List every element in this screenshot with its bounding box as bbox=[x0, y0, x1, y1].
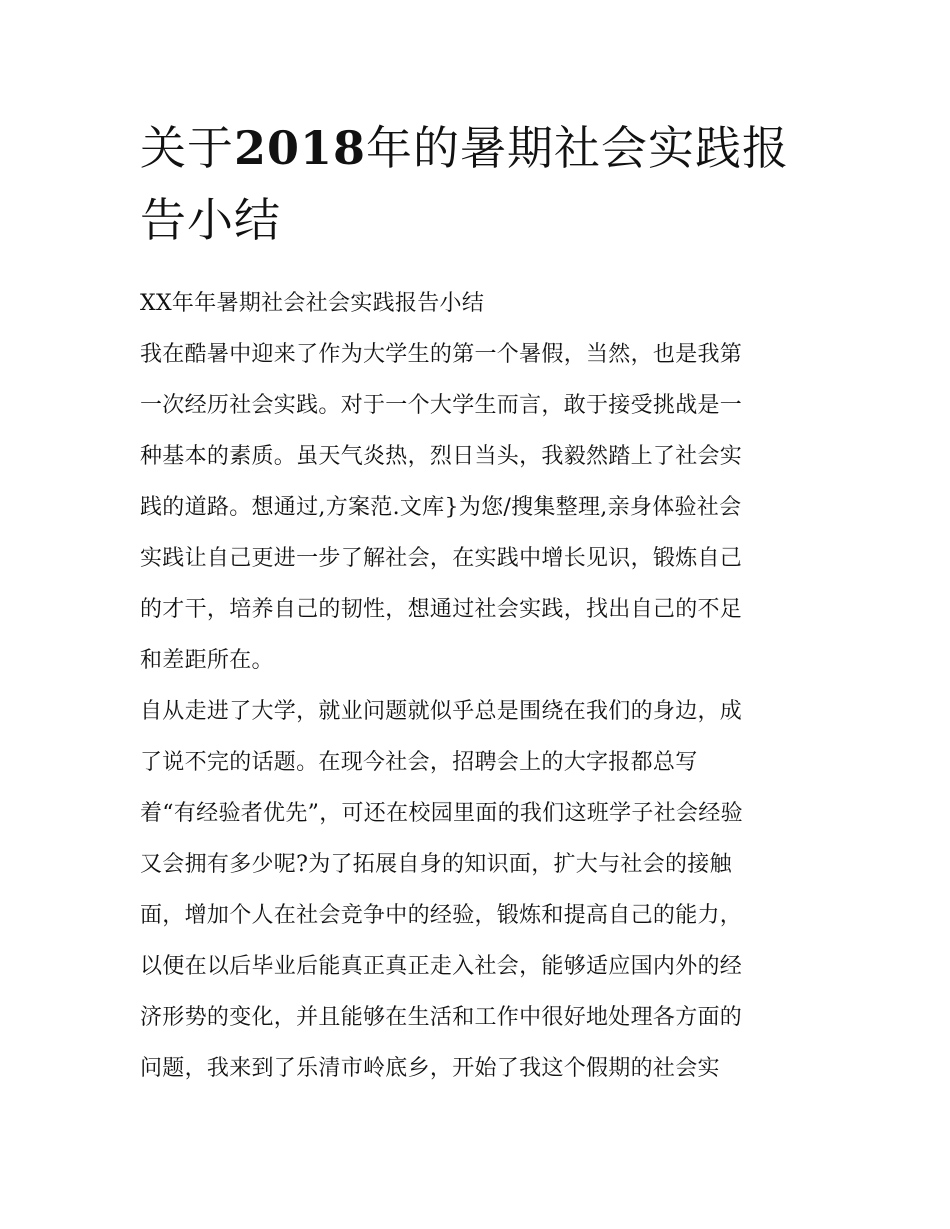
body-line: 种基本的素质。虽天气炎热，烈日当头，我毅然踏上了社会实 bbox=[140, 444, 743, 469]
title-part-3: 告小结 bbox=[140, 193, 281, 247]
body-line: 我在酷暑中迎来了作为大学生的第一个暑假，当然，也是我第 bbox=[140, 342, 743, 367]
body-line: 实践让自己更进一步了解社会，在实践中增长见识，锻炼自己 bbox=[140, 546, 743, 571]
body-line: 了说不完的话题。在现今社会，招聘会上的大字报都总写 bbox=[140, 750, 698, 775]
body-line: 面，增加个人在社会竞争中的经验，锻炼和提高自己的能力， bbox=[140, 903, 743, 928]
body-line: 问题，我来到了乐清市岭底乡，开始了我这个假期的社会实 bbox=[140, 1056, 720, 1081]
body-line: 以便在以后毕业后能真正真正走入社会，能够适应国内外的经 bbox=[140, 954, 743, 979]
body-line: 济形势的变化，并且能够在生活和工作中很好地处理各方面的 bbox=[140, 1005, 743, 1030]
body-line: 的才干，培养自己的韧性，想通过社会实践，找出自己的不足 bbox=[140, 597, 743, 622]
subtitle-line: XX年年暑期社会社会实践报告小结 bbox=[140, 291, 485, 316]
document-body bbox=[140, 278, 820, 1094]
body-line: 着“有经验者优先”，可还在校园里面的我们这班学子社会经验 bbox=[140, 801, 743, 826]
title-year: 2018 bbox=[234, 121, 367, 175]
body-line: 和差距所在。 bbox=[140, 648, 274, 673]
body-line: 自从走进了大学，就业问题就似乎总是围绕在我们的身边，成 bbox=[140, 699, 743, 724]
body-line: 一次经历社会实践。对于一个大学生而言，敢于接受挑战是一 bbox=[140, 393, 743, 418]
body-line: 又会拥有多少呢?为了拓展自身的知识面，扩大与社会的接触 bbox=[140, 852, 732, 877]
body-line: 践的道路。想通过,方案范.文库}为您/搜集整理,亲身体验社会 bbox=[140, 495, 742, 520]
document-title bbox=[140, 112, 830, 256]
title-part-2: 年的暑期社会实践报 bbox=[366, 121, 790, 175]
title-part-1: 关于 bbox=[140, 121, 234, 175]
